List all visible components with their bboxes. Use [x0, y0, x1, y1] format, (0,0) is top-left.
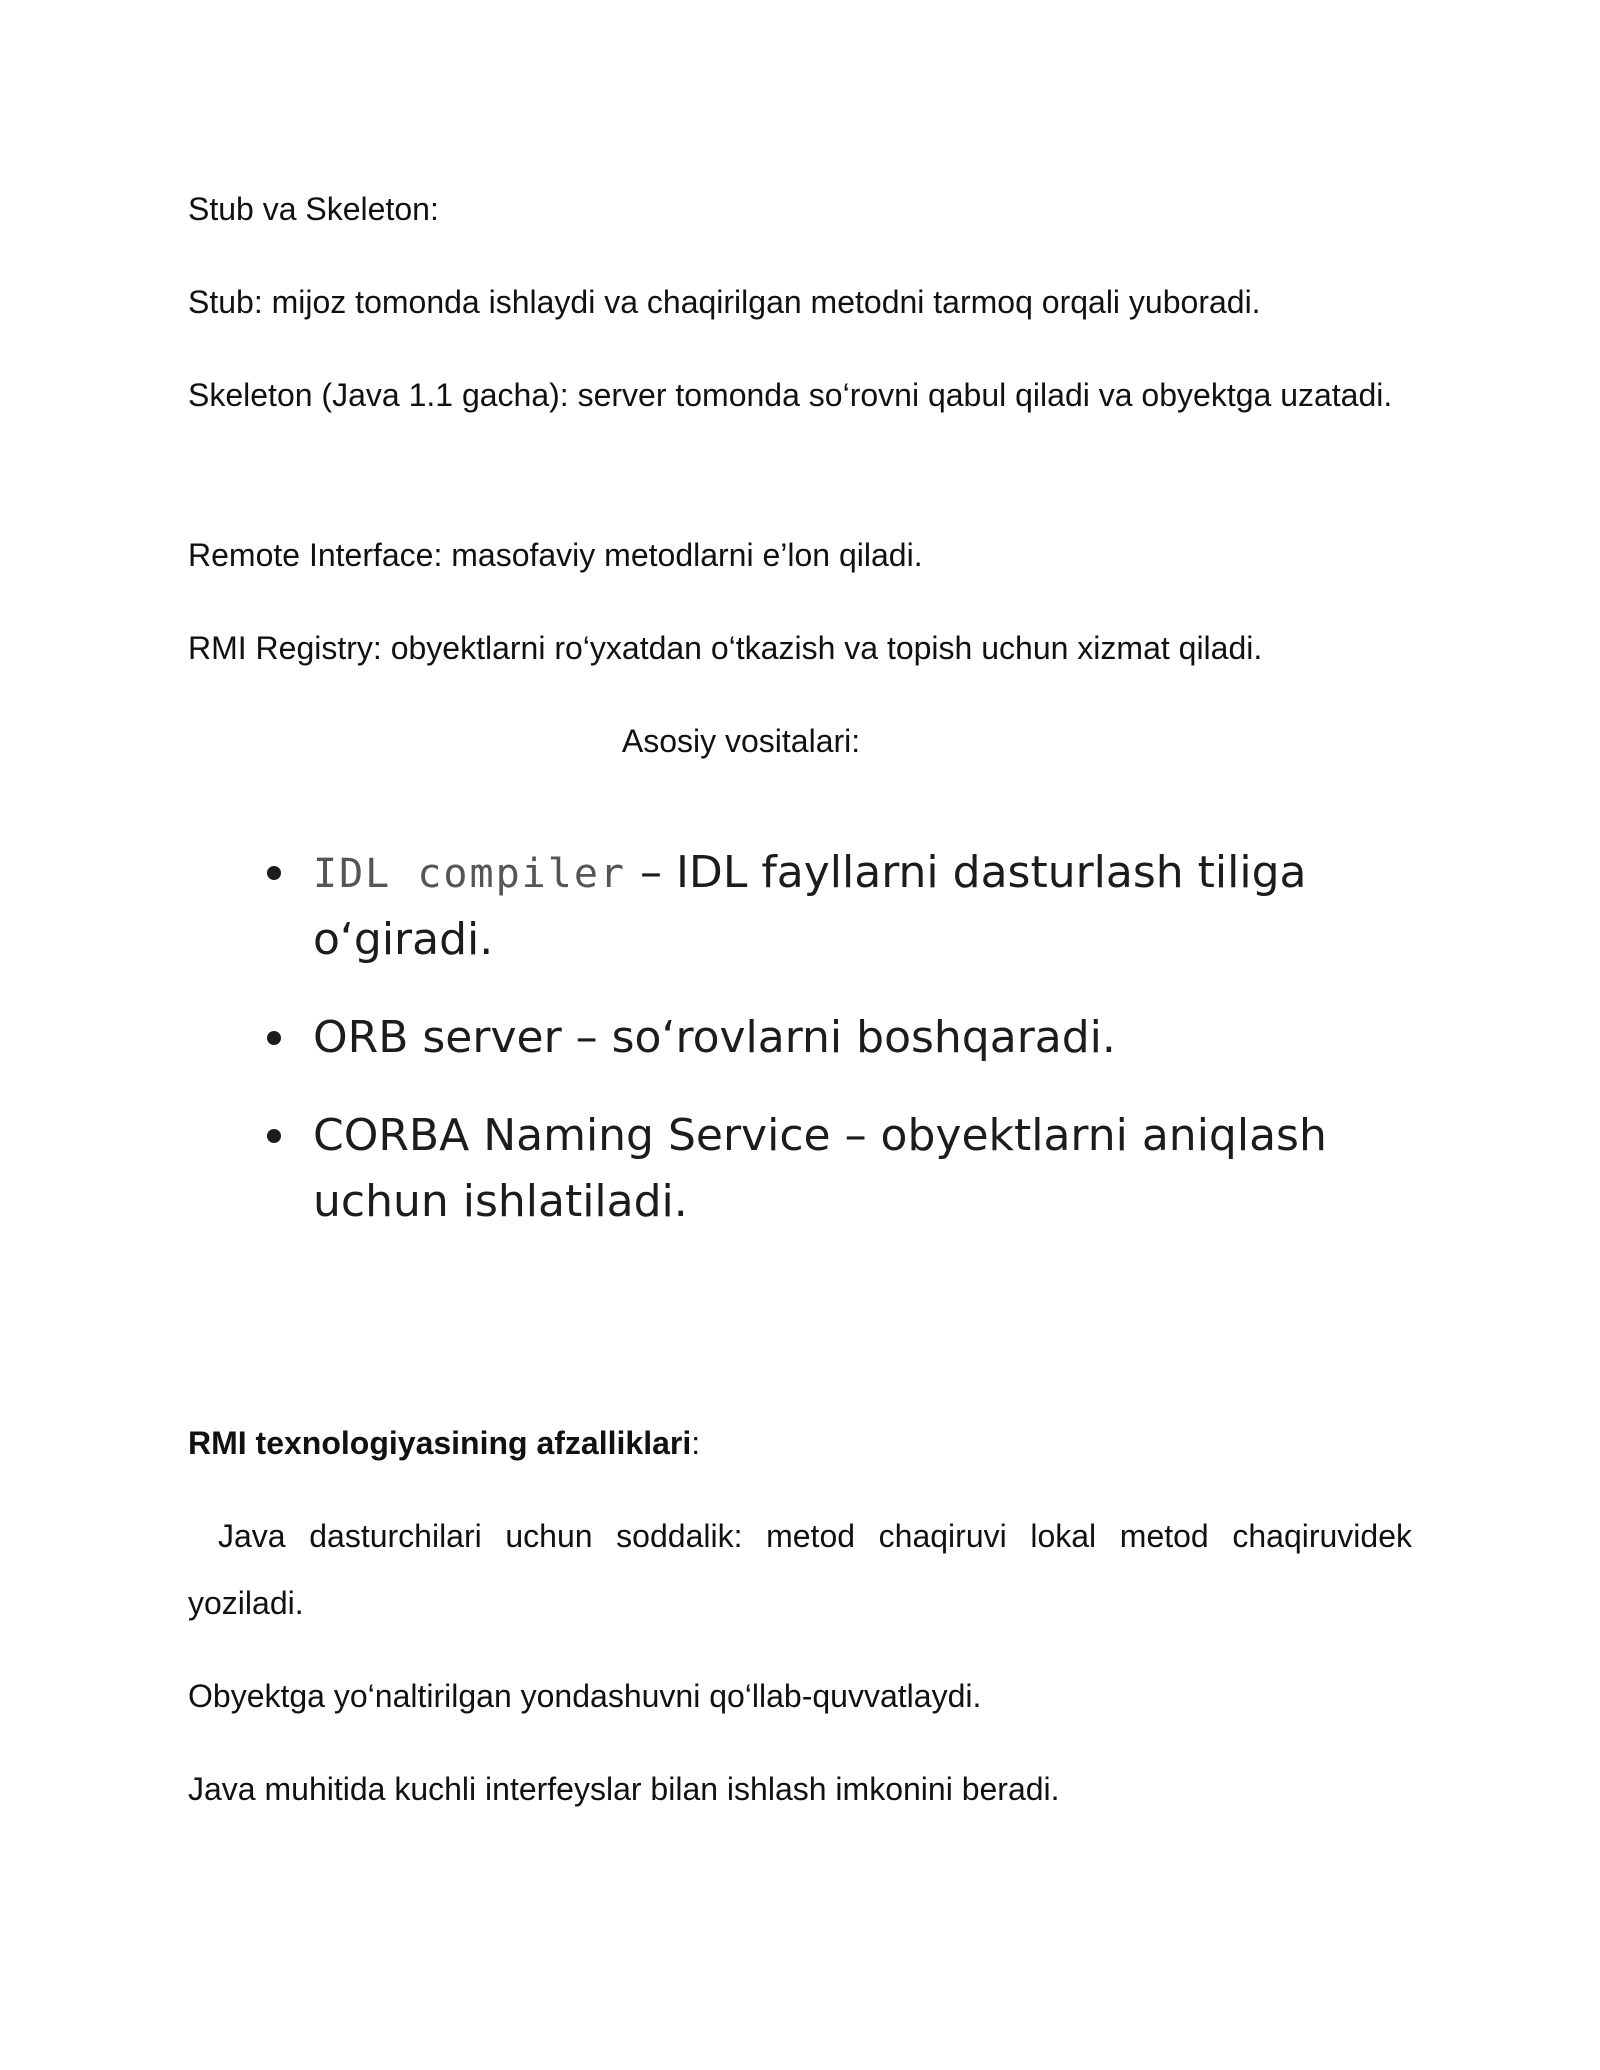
advantages-title [188, 1410, 1412, 1477]
paragraph-rmi-registry: RMI Registry: obyektlarni ro‘yxatdan o‘tkazish va topish uchun xizmat qiladi. [188, 630, 1263, 666]
advantages-title-text: RMI texnologiyasining afzalliklari [188, 1425, 692, 1461]
tool-description: CORBA Naming Service – obyektlarni aniqlash uchun ishlatiladi. [313, 1110, 1327, 1227]
tools-list-item [265, 1005, 1365, 1071]
tools-list [265, 840, 1365, 1267]
tools-list-item [265, 1103, 1365, 1235]
bullet-icon [267, 866, 281, 880]
bullet-icon [267, 1031, 281, 1045]
advantage-item: Java dasturchilari uchun soddalik: metod chaqiruvi lokal metod chaqiruvidek yoziladi. [188, 1518, 1412, 1621]
tool-description: ORB server – so‘rovlarni boshqaradi. [313, 1012, 1116, 1063]
paragraph-remote-interface: Remote Interface: masofaviy metodlarni e’lon qiladi. [188, 537, 923, 573]
tools-list-item [265, 840, 1365, 973]
advantage-item: Obyektga yo‘naltirilgan yondashuvni qo‘llab-quvvatlaydi. [188, 1678, 982, 1714]
advantage-item: Java muhitida kuchli interfeyslar bilan ishlash imkonini beradi. [188, 1771, 1060, 1807]
paragraph-stub: Stub: mijoz tomonda ishlaydi va chaqirilgan metodni tarmoq orqali yuboradi. [188, 284, 1261, 320]
tools-heading: Asosiy vositalari: [621, 723, 861, 759]
advantages-title-colon: : [691, 1425, 701, 1461]
code-term: IDL compiler [313, 851, 626, 897]
paragraph-skeleton: Skeleton (Java 1.1 gacha): server tomonda so‘rovni qabul qiladi va obyektga uzatadi. [188, 377, 1393, 413]
bullet-icon [267, 1129, 281, 1143]
tool-description: – IDL fayllarni dasturlash tiliga o‘giradi. [313, 847, 1307, 965]
section-title-stub-skeleton: Stub va Skeleton: [188, 191, 439, 227]
